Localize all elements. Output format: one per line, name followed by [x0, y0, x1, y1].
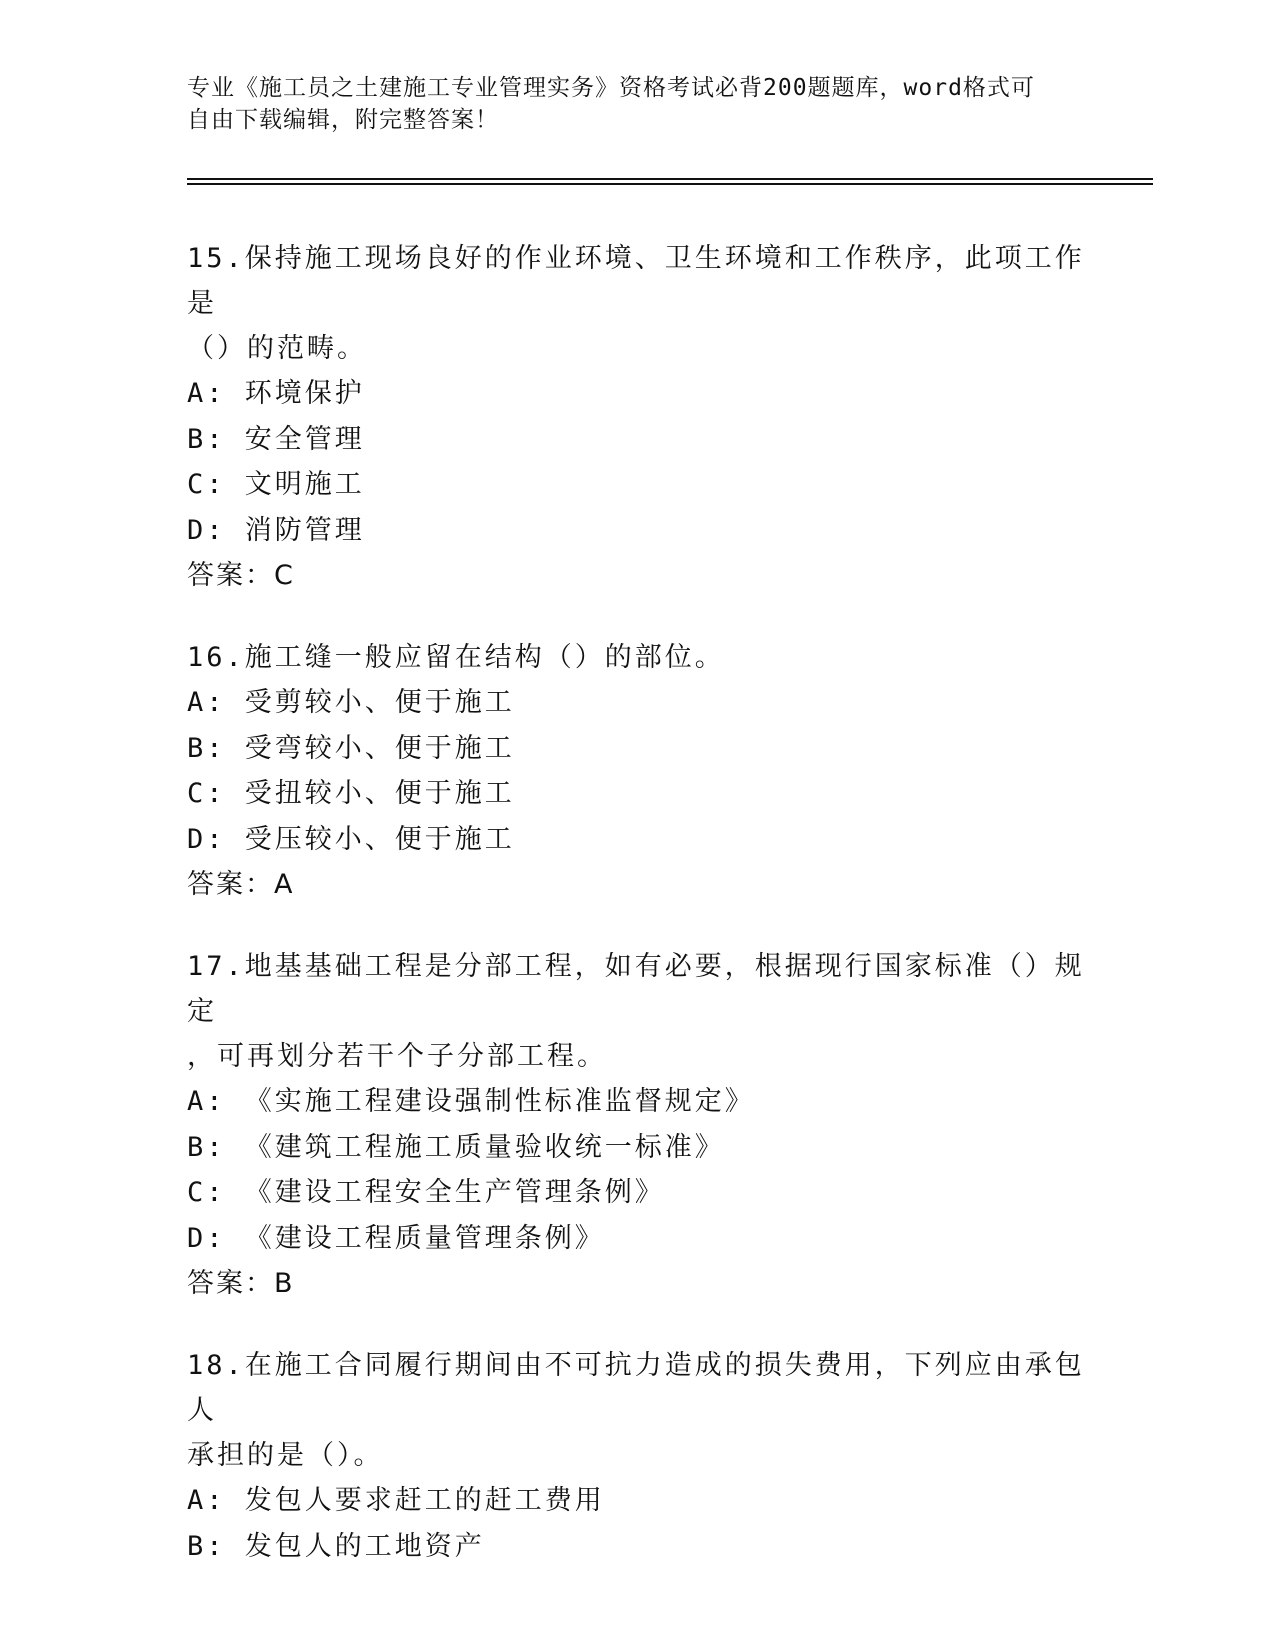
option-b: B: 发包人的工地资产 [187, 1530, 485, 1562]
option-a: A: 环境保护 [187, 378, 365, 409]
question-17 [187, 944, 1087, 1307]
question-stem [187, 944, 1087, 1079]
option-b: B: 《建筑工程施工质量验收统一标准》 [187, 1131, 725, 1163]
question-18 [187, 1343, 1087, 1569]
question-stem [187, 635, 1087, 680]
document-header [187, 72, 1067, 136]
answer-label: 答案：C [187, 560, 295, 591]
question-stem-line: ，可再划分若干个子分部工程。 [187, 1041, 607, 1072]
question-stem-line: （）的范畴。 [187, 333, 367, 364]
option-a: A: 发包人要求赶工的赶工费用 [187, 1485, 605, 1516]
option-a: A: 受剪较小、便于施工 [187, 687, 515, 718]
question-15 [187, 236, 1087, 599]
question-stem-line: 承担的是（）。 [187, 1440, 384, 1471]
question-stem-line: 17.地基基础工程是分部工程，如有必要，根据现行国家标准（）规定 [187, 951, 1085, 1027]
option-c: C: 《建设工程安全生产管理条例》 [187, 1177, 665, 1208]
answer-label: 答案：B [187, 1268, 295, 1299]
question-stem-line: 16.施工缝一般应留在结构（）的部位。 [187, 642, 725, 673]
option-c: C: 文明施工 [187, 469, 365, 500]
option-d: D: 受压较小、便于施工 [187, 823, 515, 855]
question-stem-line: 15.保持施工现场良好的作业环境、卫生环境和工作秩序，此项工作是 [187, 243, 1085, 319]
option-c: C: 受扭较小、便于施工 [187, 778, 515, 809]
option-d: D: 消防管理 [187, 514, 365, 546]
question-stem-line: 18.在施工合同履行期间由不可抗力造成的损失费用，下列应由承包人 [187, 1350, 1085, 1426]
question-16 [187, 635, 1087, 908]
question-stem [187, 236, 1087, 371]
question-list [187, 236, 1087, 1605]
answer-label: 答案：A [187, 869, 295, 900]
header-line-1: 专业《施工员之土建施工专业管理实务》资格考试必背200题题库，word格式可 [187, 75, 1035, 101]
header-divider-top [187, 178, 1153, 180]
header-divider-bottom [187, 183, 1153, 185]
option-d: D: 《建设工程质量管理条例》 [187, 1222, 605, 1254]
option-a: A: 《实施工程建设强制性标准监督规定》 [187, 1086, 755, 1117]
header-line-2: 自由下载编辑，附完整答案！ [187, 107, 499, 133]
question-stem [187, 1343, 1087, 1478]
option-b: B: 安全管理 [187, 423, 365, 455]
option-b: B: 受弯较小、便于施工 [187, 732, 515, 764]
